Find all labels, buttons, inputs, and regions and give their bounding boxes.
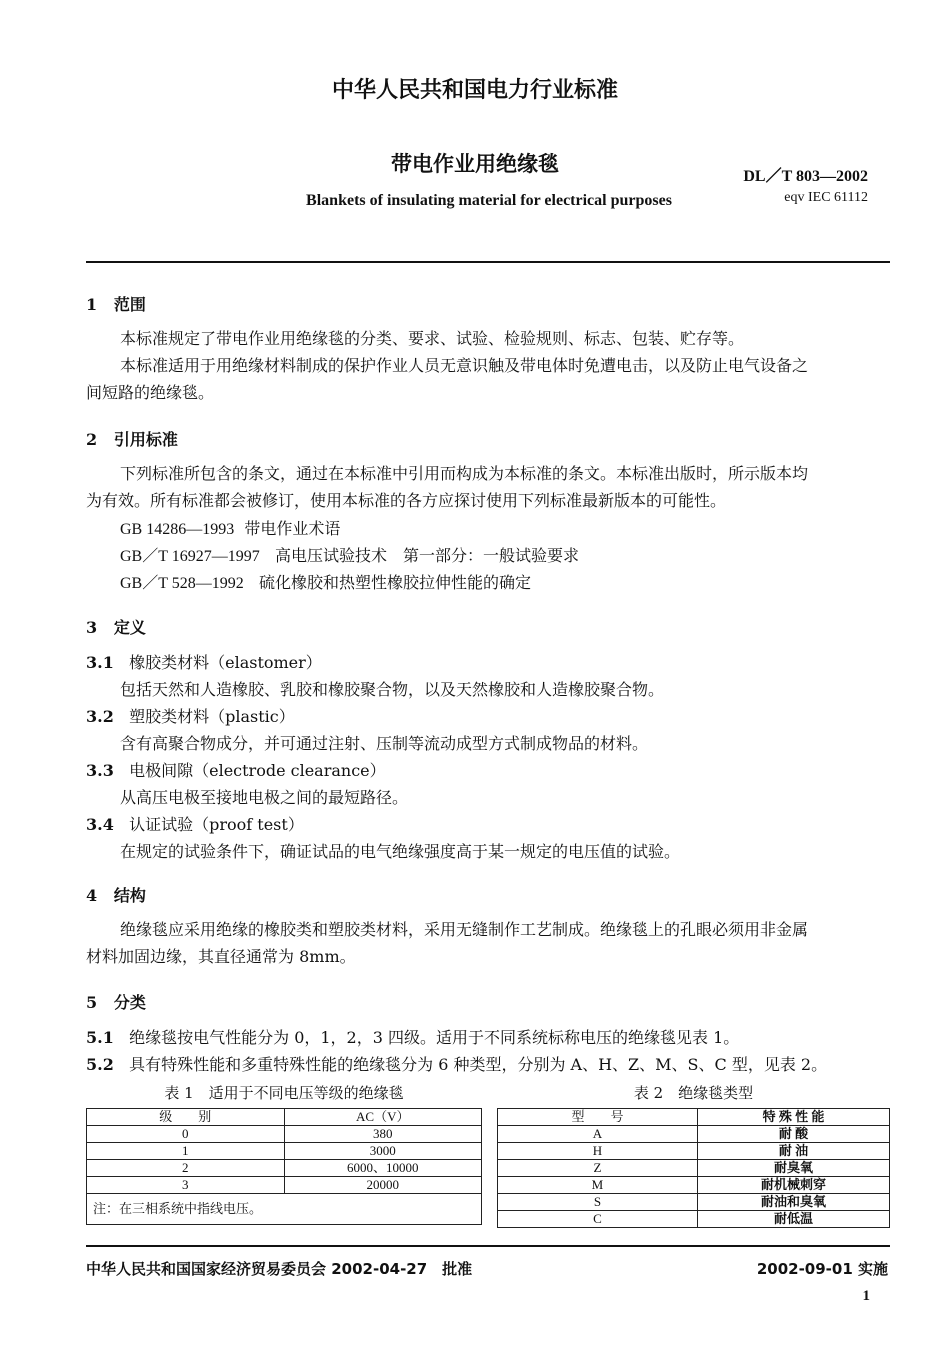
table-row	[498, 1160, 890, 1177]
definition-term-3-1	[86, 650, 322, 676]
table-cell: Z	[498, 1160, 698, 1177]
clause-number: 3.1	[86, 653, 114, 672]
section-4-heading	[86, 883, 146, 906]
definition-term-3-4	[86, 812, 304, 838]
table-header-cell: 特 殊 性 能	[697, 1109, 889, 1126]
section-number: 3	[86, 618, 98, 637]
table-1	[86, 1108, 482, 1225]
clause-number: 5.2	[86, 1055, 114, 1074]
table-row	[87, 1160, 482, 1177]
table-row	[87, 1177, 482, 1194]
table-1-caption: 表 1 适用于不同电压等级的绝缘毯	[164, 1084, 404, 1102]
reference-code: GB／T 16927—1997	[120, 548, 260, 565]
table-cell: 耐油和臭氧	[697, 1194, 889, 1211]
footer-divider	[86, 1245, 890, 1247]
definition-term-3-2	[86, 704, 295, 730]
table-cell: 0	[87, 1126, 285, 1143]
equivalence-note: eqv IEC 61112	[784, 190, 868, 205]
table-cell: 20000	[284, 1177, 482, 1194]
clause-number: 3.3	[86, 761, 114, 780]
page-number: 1	[862, 1288, 870, 1304]
section-4-paragraph-line-2: 材料加固边缘，其直径通常为 8mm。	[86, 947, 356, 966]
section-2-paragraph-line-1: 下列标准所包含的条文，通过在本标准中引用而构成为本标准的条文。本标准出版时，所示版本均	[120, 464, 809, 483]
clause-5-1	[86, 1025, 739, 1051]
clause-5-2	[86, 1052, 827, 1078]
section-title: 引用标准	[113, 430, 178, 449]
document-title-cn: 带电作业用绝缘毯	[391, 152, 559, 176]
section-1-heading	[86, 292, 146, 315]
table-cell: 耐机械刺穿	[697, 1177, 889, 1194]
table-cell: S	[498, 1194, 698, 1211]
definition-text-3-3: 从高压电极至接地电极之间的最短路径。	[120, 788, 409, 807]
reference-item	[120, 516, 340, 543]
implementation-date: 2002-09-01 实施	[756, 1260, 888, 1278]
table-2	[497, 1108, 890, 1228]
section-number: 4	[86, 886, 98, 905]
table-header-cell: 级 别	[87, 1109, 285, 1126]
definition-term: 橡胶类材料（elastomer）	[129, 653, 322, 672]
table-row	[498, 1177, 890, 1194]
reference-title: 硫化橡胶和热塑性橡胶拉伸性能的确定	[258, 573, 531, 592]
clause-number: 3.2	[86, 707, 114, 726]
table-cell: 2	[87, 1160, 285, 1177]
section-1-paragraph-1: 本标准规定了带电作业用绝缘毯的分类、要求、试验、检验规则、标志、包装、贮存等。	[120, 329, 745, 348]
definition-term: 塑胶类材料（plastic）	[129, 707, 295, 726]
table-header-row	[498, 1109, 890, 1126]
table-row	[498, 1143, 890, 1160]
reference-code: GB 14286—1993	[120, 521, 235, 538]
table-cell: 耐低温	[697, 1211, 889, 1228]
section-number: 5	[86, 993, 98, 1012]
section-2-paragraph-line-2: 为有效。所有标准都会被修订，使用本标准的各方应探讨使用下列标准最新版本的可能性。	[86, 491, 727, 510]
reference-item	[120, 570, 531, 597]
section-4-paragraph-line-1: 绝缘毯应采用绝缘的橡胶类和塑胶类材料，采用无缝制作工艺制成。绝缘毯上的孔眼必须用非金属	[120, 920, 809, 939]
definition-text-3-1: 包括天然和人造橡胶、乳胶和橡胶聚合物，以及天然橡胶和人造橡胶聚合物。	[120, 680, 665, 699]
clause-text: 具有特殊性能和多重特殊性能的绝缘毯分为 6 种类型，分别为 A、H、Z、M、S、C 型，见表 2。	[129, 1055, 828, 1074]
section-title: 分类	[113, 993, 146, 1012]
section-2-heading	[86, 427, 178, 450]
clause-number: 5.1	[86, 1028, 114, 1047]
table-row	[498, 1194, 890, 1211]
table-row	[87, 1126, 482, 1143]
table-cell: 耐 酸	[697, 1126, 889, 1143]
table-cell: 耐 油	[697, 1143, 889, 1160]
table-header-cell: 型 号	[498, 1109, 698, 1126]
section-3-heading	[86, 615, 146, 638]
table-cell: 380	[284, 1126, 482, 1143]
clause-text: 绝缘毯按电气性能分为 0，1，2，3 四级。适用于不同系统标称电压的绝缘毯见表 1。	[129, 1028, 740, 1047]
definition-text-3-2: 含有高聚合物成分，并可通过注射、压制等流动成型方式制成物品的材料。	[120, 734, 649, 753]
section-title: 定义	[113, 618, 146, 637]
section-1-paragraph-2-line-1: 本标准适用于用绝缘材料制成的保护作业人员无意识触及带电体时免遭电击，以及防止电气设备之	[120, 356, 809, 375]
section-title: 结构	[113, 886, 146, 905]
industry-standard-title: 中华人民共和国电力行业标准	[331, 78, 618, 103]
reference-item	[120, 543, 579, 570]
section-title: 范围	[113, 295, 146, 314]
table-cell: 3	[87, 1177, 285, 1194]
table-header-row	[87, 1109, 482, 1126]
definition-term: 电极间隙（electrode clearance）	[129, 761, 386, 780]
definition-term: 认证试验（proof test）	[129, 815, 304, 834]
header-divider	[86, 261, 890, 263]
table-cell: C	[498, 1211, 698, 1228]
reference-code: GB／T 528—1992	[120, 575, 244, 592]
clause-number: 3.4	[86, 815, 114, 834]
table-note-row	[87, 1194, 482, 1225]
table-row	[87, 1143, 482, 1160]
reference-title: 带电作业术语	[244, 519, 341, 538]
reference-title: 高电压试验技术 第一部分：一般试验要求	[274, 546, 579, 565]
table-note: 注：在三相系统中指线电压。	[87, 1194, 482, 1225]
table-row	[498, 1211, 890, 1228]
table-cell: 1	[87, 1143, 285, 1160]
table-cell: 6000、10000	[284, 1160, 482, 1177]
approval-line: 中华人民共和国国家经济贸易委员会 2002-04-27 批准	[86, 1260, 473, 1278]
table-cell: M	[498, 1177, 698, 1194]
document-title-en: Blankets of insulating material for electrical purposes	[306, 192, 672, 209]
section-number: 2	[86, 430, 98, 449]
section-5-heading	[86, 990, 146, 1013]
table-cell: H	[498, 1143, 698, 1160]
section-1-paragraph-2-line-2: 间短路的绝缘毯。	[86, 383, 215, 402]
definition-term-3-3	[86, 758, 386, 784]
table-header-cell: AC（V）	[284, 1109, 482, 1126]
table-cell: A	[498, 1126, 698, 1143]
table-2-caption: 表 2 绝缘毯类型	[633, 1084, 754, 1102]
table-row	[498, 1126, 890, 1143]
table-cell: 3000	[284, 1143, 482, 1160]
standard-number: DL／T 803—2002	[743, 168, 868, 185]
section-number: 1	[86, 295, 98, 314]
table-cell: 耐臭氧	[697, 1160, 889, 1177]
definition-text-3-4: 在规定的试验条件下，确证试品的电气绝缘强度高于某一规定的电压值的试验。	[120, 842, 681, 861]
